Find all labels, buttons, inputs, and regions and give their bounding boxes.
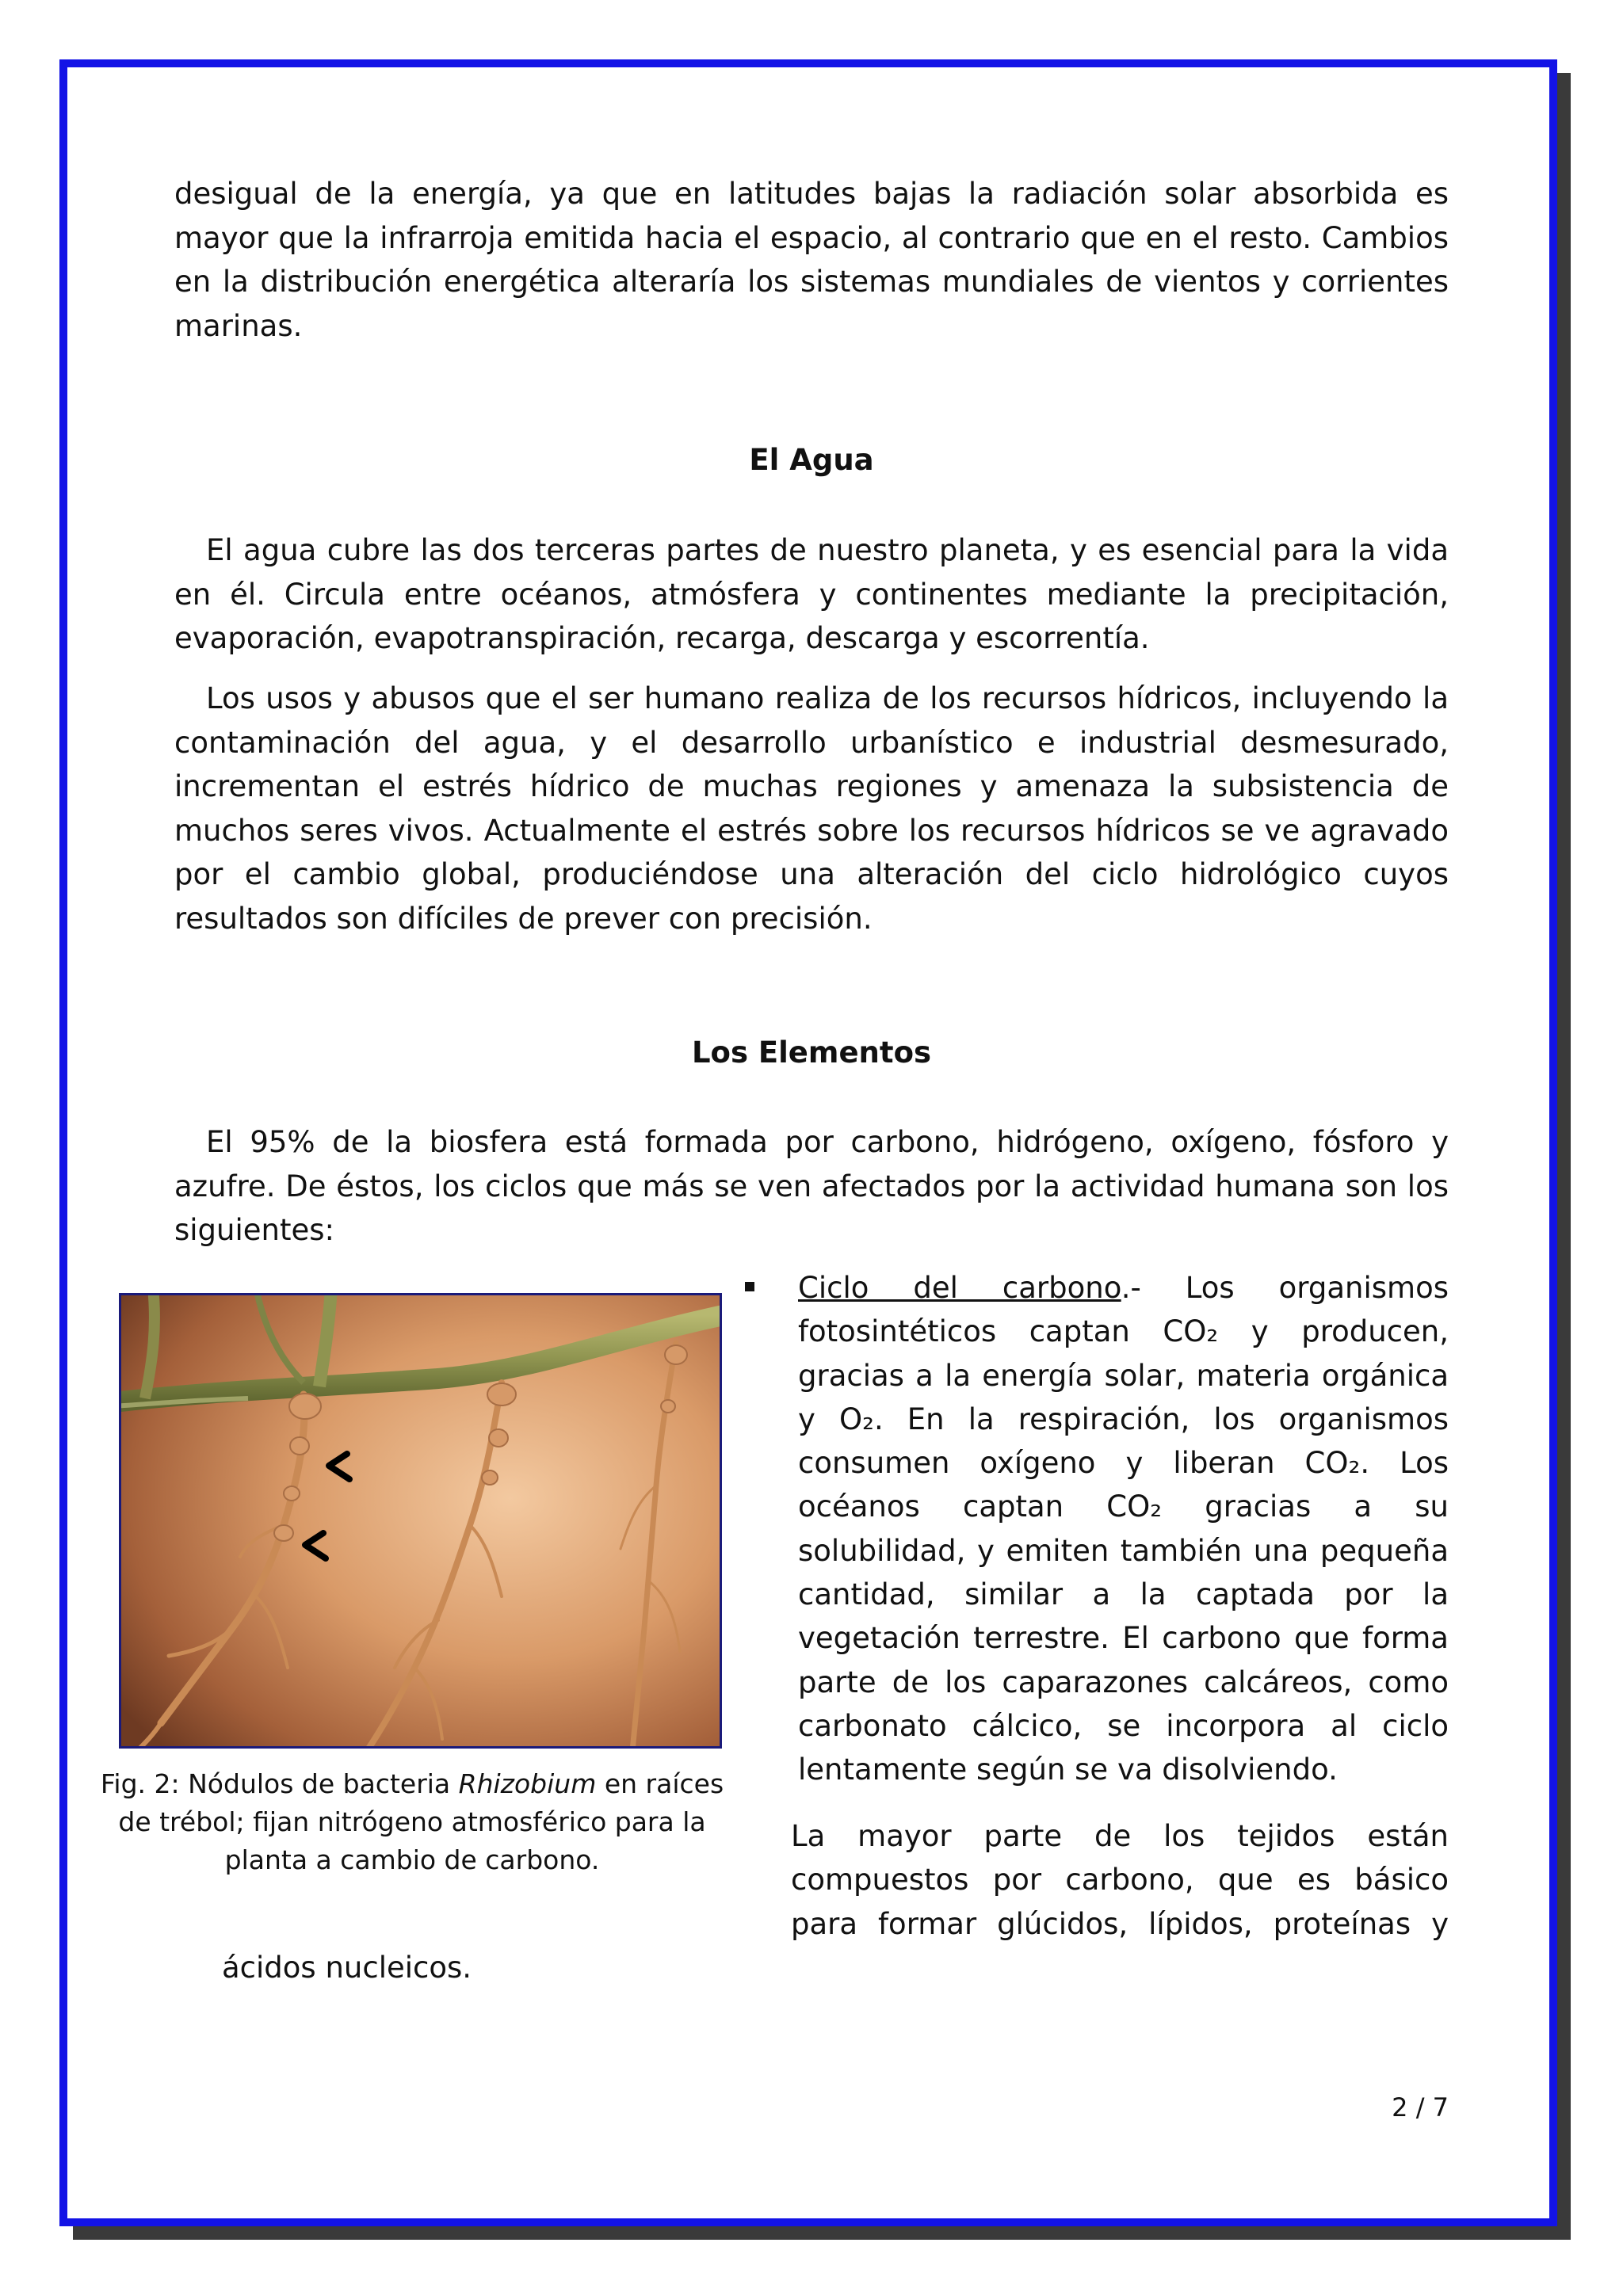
caption-suffix: en raíces de trébol; fijan nitrógeno atmosférico para la planta a cambio de carbono. [118,1768,724,1875]
caption-prefix: Fig. 2: Nódulos de bacteria [100,1768,459,1799]
section-title-elementos: Los Elementos [691,1035,932,1070]
caption-species: Rhizobium [458,1768,597,1799]
agua-paragraph-2: Los usos y abusos que el ser humano realiza de los recursos hídricos, incluyendo la contaminación del agua, y el desarrollo urbanístico e industrial desmesurado, incrementan el estrés hídrico de muchas regiones y amenaza la subsistencia de muchos seres vivos. Actualmente el estrés sobre los recursos hídricos se ve agravado por el cambio global, produciéndose una alteración del ciclo hidrológico cuyos resultados son difíciles de prever con precisión. [174,681,1449,936]
agua-paragraph-1: El agua cubre las dos terceras partes de nuestro planeta, y es esencial para la vida en él. Circula entre océanos, atmósfera y continentes mediante la precipitación, evaporación, evapotranspiración, recarga, descarga y escorrentía. [174,533,1449,655]
root-nodules-image [121,1295,720,1746]
ciclo-carbono-text [798,1266,1449,1792]
tejidos-paragraph: La mayor parte de los tejidos están compuestos por carbono, que es básico para formar glúcidos, lípidos, proteínas y [791,1819,1449,1941]
figure-caption [99,1765,725,1879]
section-title-agua: El Agua [749,443,874,477]
tejidos-paragraph-end: ácidos nucleicos. [222,1951,472,1985]
rhizobium-photo [119,1293,722,1749]
bullet-ciclo-carbono [745,1266,1449,1792]
page-number: 2 / 7 [1392,2092,1449,2122]
ciclo-carbono-body: .- Los organismos fotosintéticos captan CO₂ y producen, gracias a la energía solar, materia orgánica y O₂. En la respiración, los organismos consumen oxígeno y liberan CO₂. Los océanos captan CO₂ gracias a su solubilidad, y emiten también una pequeña cantidad, similar a la captada por la vegetación terrestre. El carbono que forma parte de los caparazones calcáreos, como carbonato cálcico, se incorpora al ciclo lentamente según se va disolviendo. [798,1271,1449,1787]
elementos-paragraph-1: El 95% de la biosfera está formada por carbono, hidrógeno, oxígeno, fósforo y azufre. De éstos, los ciclos que más se ven afectados por la actividad humana son los siguientes: [174,1125,1449,1247]
ciclo-carbono-term: Ciclo del carbono [798,1271,1121,1305]
intro-paragraph: desigual de la energía, ya que en latitudes bajas la radiación solar absorbida es mayor que la infrarroja emitida hacia el espacio, al contrario que en el resto. Cambios en la distribución energética alteraría los sistemas mundiales de vientos y corrientes marinas. [174,177,1449,343]
square-bullet-icon [745,1282,754,1291]
